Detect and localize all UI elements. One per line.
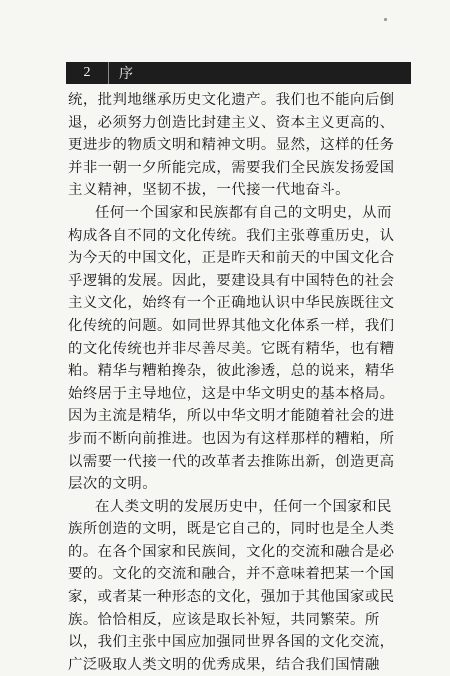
text-line: 主义精神，坚韧不拔，一代接一代地奋斗。 <box>68 182 350 199</box>
text-line: 为今天的中国文化，正是昨天和前天的中国文化合 <box>68 250 395 267</box>
text-line: 步而不断向前推进。也因为有这样那样的糟粕，所 <box>68 430 395 447</box>
scan-speck <box>384 18 387 21</box>
body-text <box>68 89 412 676</box>
paragraph-first-line: 任何一个国家和民族都有自己的文明史，从而 <box>95 204 392 221</box>
text-line: 化传统的问题。如同世界其他文化体系一样，我们 <box>68 317 395 334</box>
text-line: 以需要一代接一代的改革者去推陈出新，创造更高 <box>68 453 395 470</box>
page-number: 2 <box>66 62 109 84</box>
text-line: 统，批判地继承历史文化遗产。我们也不能向后倒 <box>68 92 395 108</box>
text-line: 层次的文明。 <box>68 476 158 493</box>
section-title: 序 <box>119 66 133 82</box>
text-line: 主义文化，始终有一个正确地认识中华民族既往文 <box>68 295 395 312</box>
paragraph-first-line: 在人类文明的发展历史中，任何一个国家和民 <box>95 498 392 515</box>
text-line: 退，必须努力创造比封建主义、资本主义更高的、 <box>68 114 395 131</box>
text-line: 的。在各个国家和民族间，文化的交流和融合是必 <box>68 543 395 560</box>
text-line: 并非一朝一夕所能完成，需要我们全民族发扬爱国 <box>68 159 395 176</box>
text-line: 粕。精华与糟粕搀杂，彼此渗透，总的说来，精华 <box>68 363 395 380</box>
text-line: 更进步的物质文明和精神文明。显然，这样的任务 <box>68 137 395 154</box>
text-line: 乎逻辑的发展。因此，要建设具有中国特色的社会 <box>68 272 395 289</box>
text-line: 以，我们主张中国应加强同世界各国的文化交流， <box>68 634 395 651</box>
text-line: 要的。文化的交流和融合，并不意味着把某一个国 <box>68 566 395 583</box>
running-header <box>66 62 411 84</box>
text-line: 族。恰恰相反，应该是取长补短，共同繁荣。所 <box>68 611 380 628</box>
text-line: 始终居于主导地位，这是中华文明史的基本格局。 <box>68 385 395 402</box>
text-line: 构成各自不同的文化传统。我们主张尊重历史，认 <box>68 227 395 244</box>
text-line: 因为主流是精华，所以中华文明才能随着社会的进 <box>68 408 395 425</box>
text-line: 族所创造的文明，既是它自己的，同时也是全人类 <box>68 521 395 538</box>
text-line: 广泛吸取人类文明的优秀成果，结合我们国情融 <box>68 656 380 673</box>
text-line: 的文化传统也并非尽善尽美。它既有精华，也有糟 <box>68 340 395 357</box>
text-line: 家，或者某一种形态的文化，强加于其他国家或民 <box>68 589 395 606</box>
